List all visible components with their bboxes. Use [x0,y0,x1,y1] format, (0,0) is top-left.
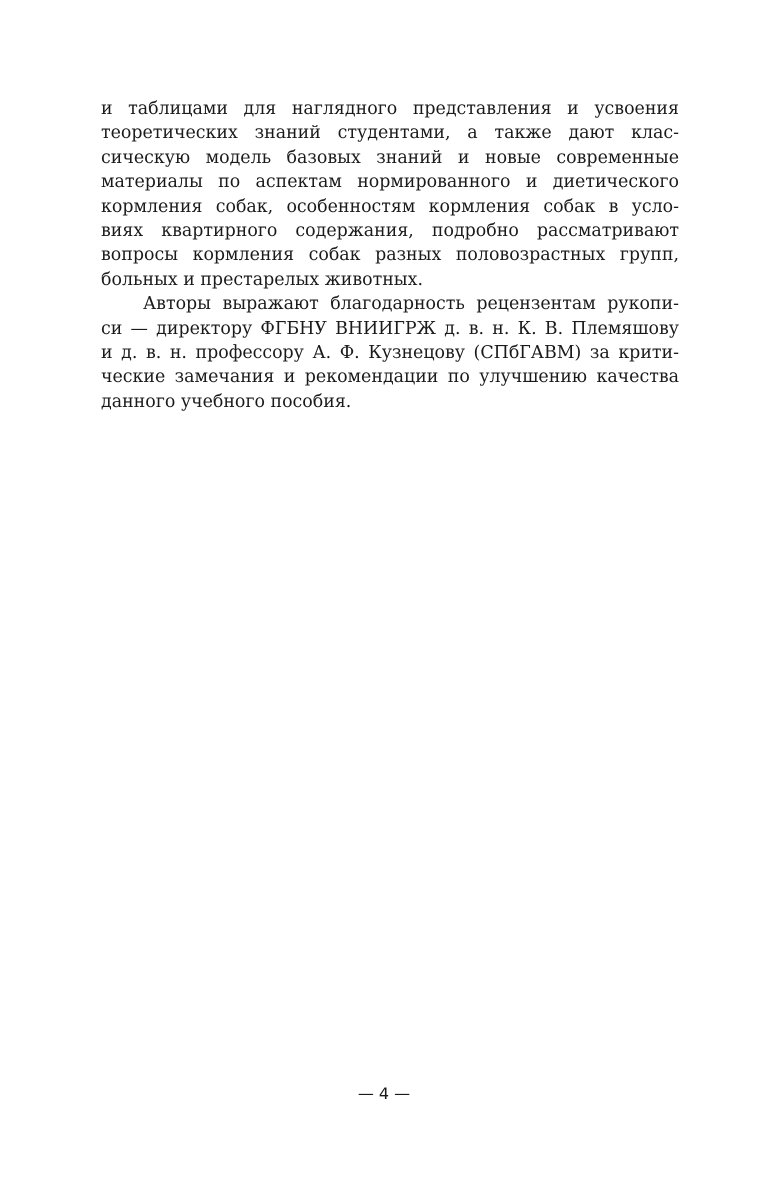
text-line: вопросы кормления собак разных половозрастных групп, [101,245,679,266]
page-number: — 4 — [357,1084,411,1103]
text-line: материалы по аспектам нормированного и диетического [101,172,679,193]
text-line: данного учебного пособия. [101,391,352,412]
text-line: ческие замечания и рекомендации по улучшению качества [101,367,679,388]
text-line: больных и престарелых животных. [101,269,423,290]
text-line: Авторы выражают благодарность рецензентам рукопи- [143,294,679,315]
text-line: сическую модель базовых знаний и новые современные [101,147,679,168]
text-line: си — директору ФГБНУ ВНИИГРЖ д. в. н. К. В. Племяшову [101,318,679,339]
text-line: теоретических знаний студентами, а также дают клас- [101,123,679,144]
text-line: виях квартирного содержания, подробно рассматривают [101,220,679,241]
text-line: и таблицами для наглядного представления и усвоения [101,99,679,119]
paragraph-intro [101,97,679,292]
text-line: кормления собак, особенностям кормления собак в усло- [101,196,679,217]
text-line: и д. в. н. профессору А. Ф. Кузнецову (СПбГАВМ) за крити- [101,342,679,363]
paragraph-acknowledgements [101,292,679,414]
body-text [101,97,679,414]
